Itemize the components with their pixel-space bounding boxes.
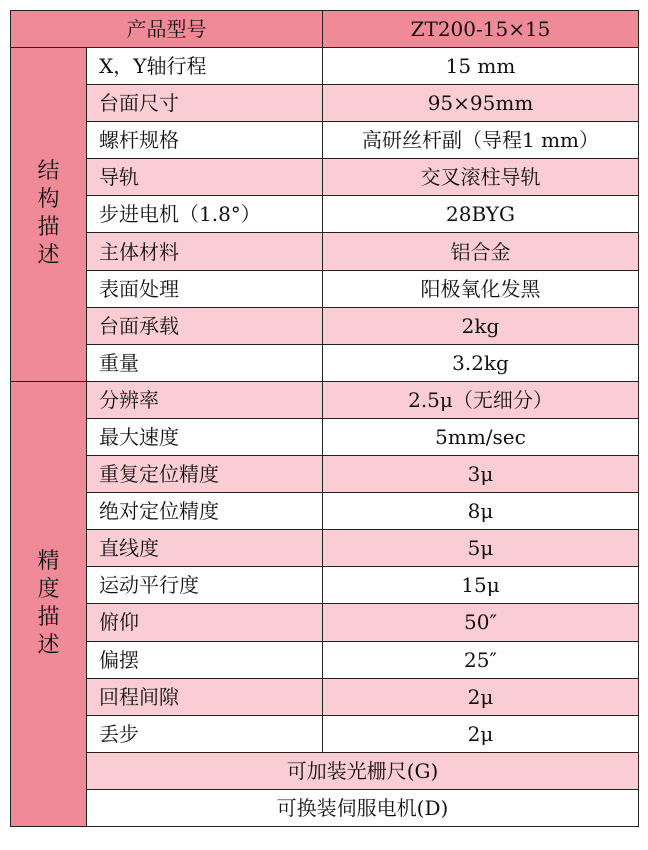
row-label: 步进电机（1.8°） [87, 196, 323, 233]
header-row [11, 11, 639, 48]
row-value: 5mm/sec [323, 418, 639, 455]
row-label: 丢步 [87, 715, 323, 752]
row-value: 2μ [323, 678, 639, 715]
table-row [11, 567, 639, 604]
row-value: 铝合金 [323, 233, 639, 270]
section-precision [11, 381, 87, 826]
row-value: 高研丝杆副（导程1 mm） [323, 122, 639, 159]
table-row [11, 122, 639, 159]
spec-table [10, 10, 639, 827]
table-row [11, 307, 639, 344]
row-value: 50″ [323, 604, 639, 641]
row-value: 15 mm [323, 48, 639, 85]
row-label: 重复定位精度 [87, 456, 323, 493]
table-row [11, 48, 639, 85]
table-row [11, 233, 639, 270]
row-label: X，Y轴行程 [87, 48, 323, 85]
row-value: 95×95mm [323, 85, 639, 122]
row-label: 螺杆规格 [87, 122, 323, 159]
row-value: 2μ [323, 715, 639, 752]
row-label: 直线度 [87, 530, 323, 567]
header-label: 产品型号 [11, 11, 323, 48]
table-row [11, 530, 639, 567]
table-row [11, 381, 639, 418]
table-row [11, 418, 639, 455]
table-row [11, 641, 639, 678]
row-value: 阳极氧化发黑 [323, 270, 639, 307]
option-linear-scale: 可加装光栅尺(G) [87, 752, 639, 789]
row-label: 偏摆 [87, 641, 323, 678]
header-value: ZT200-15×15 [323, 11, 639, 48]
table-row [11, 493, 639, 530]
option-servo-motor: 可换装伺服电机(D) [87, 789, 639, 826]
row-value: 8μ [323, 493, 639, 530]
row-value: 28BYG [323, 196, 639, 233]
row-label: 表面处理 [87, 270, 323, 307]
table-row [11, 270, 639, 307]
section-structure-label: 结构描述 [37, 159, 60, 269]
row-value: 2.5μ（无细分） [323, 381, 639, 418]
table-row [11, 715, 639, 752]
row-label: 台面承载 [87, 307, 323, 344]
row-value: 5μ [323, 530, 639, 567]
table-row [11, 196, 639, 233]
row-label: 分辨率 [87, 381, 323, 418]
row-label: 台面尺寸 [87, 85, 323, 122]
row-value: 交叉滚柱导轨 [323, 159, 639, 196]
row-label: 重量 [87, 344, 323, 381]
table-row [11, 344, 639, 381]
table-row [11, 159, 639, 196]
option-row [11, 789, 639, 826]
table-row [11, 85, 639, 122]
option-row [11, 752, 639, 789]
table-row [11, 456, 639, 493]
row-value: 3.2kg [323, 344, 639, 381]
row-value: 3μ [323, 456, 639, 493]
row-label: 回程间隙 [87, 678, 323, 715]
row-label: 绝对定位精度 [87, 493, 323, 530]
row-label: 最大速度 [87, 418, 323, 455]
row-label: 主体材料 [87, 233, 323, 270]
table-row [11, 604, 639, 641]
row-label: 俯仰 [87, 604, 323, 641]
table-row [11, 678, 639, 715]
section-structure [11, 48, 87, 382]
row-label: 运动平行度 [87, 567, 323, 604]
row-label: 导轨 [87, 159, 323, 196]
row-value: 25″ [323, 641, 639, 678]
section-precision-label: 精度描述 [37, 548, 60, 658]
row-value: 2kg [323, 307, 639, 344]
row-value: 15μ [323, 567, 639, 604]
